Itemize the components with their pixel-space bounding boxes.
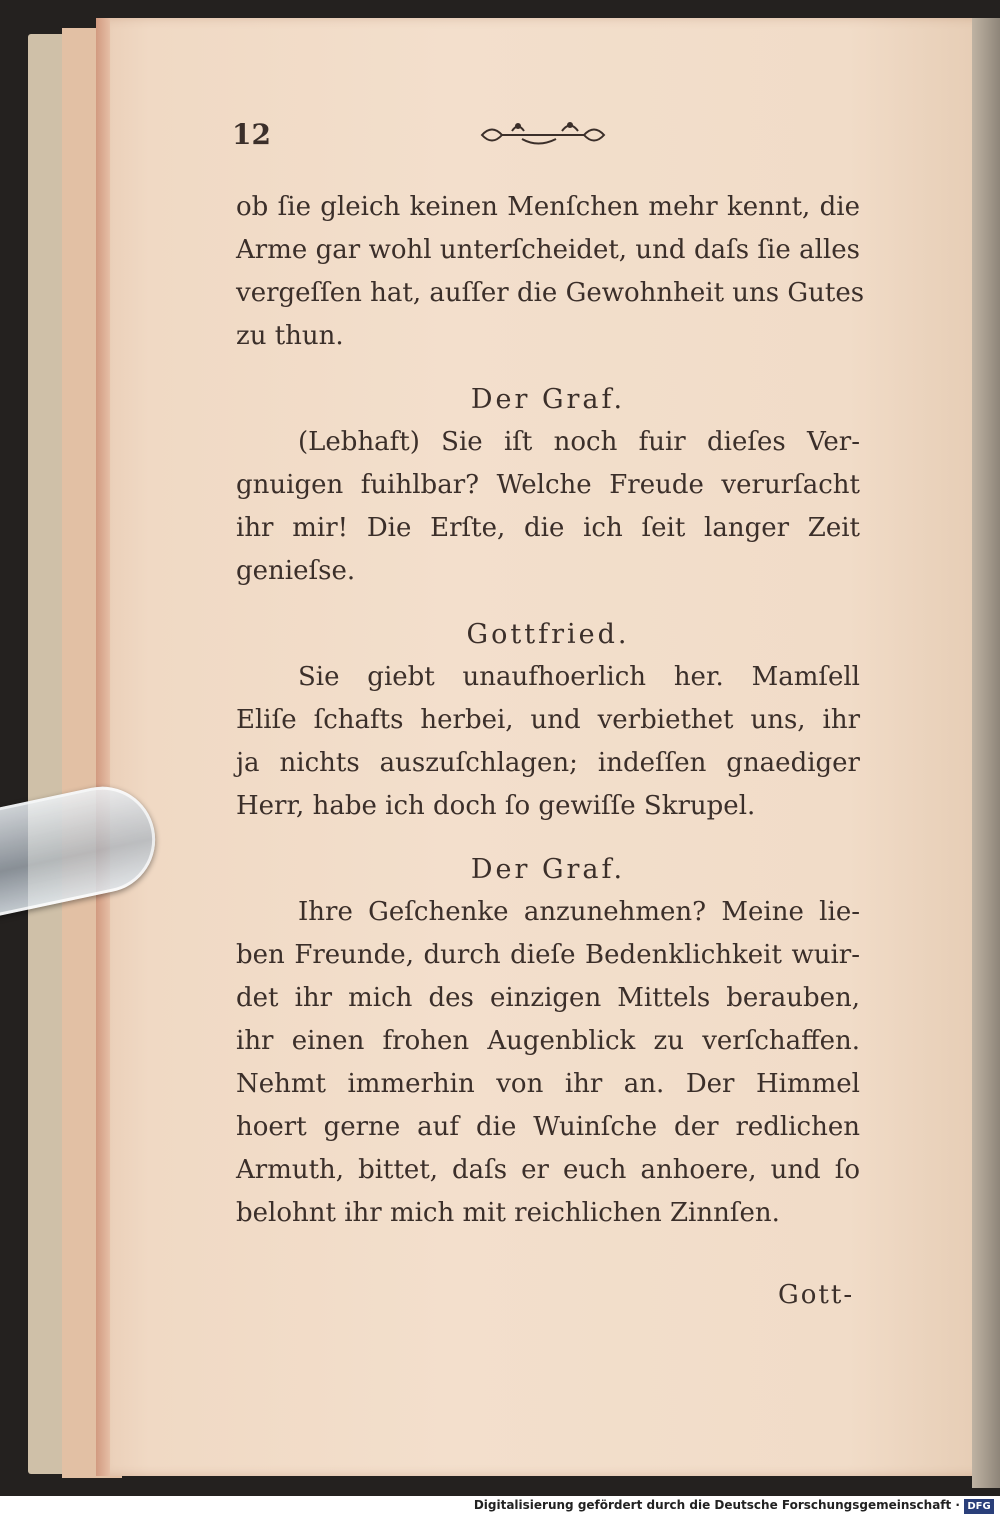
text-line: (Lebhaft) Sie iſt noch fuir dieſes Ver- bbox=[298, 427, 860, 457]
dfg-logo-icon: DFG bbox=[964, 1499, 994, 1514]
text-line: ihr einen frohen Augenblick zu verſchaffen. bbox=[236, 1026, 860, 1056]
text-line: det ihr mich des einzigen Mittels berauben, bbox=[236, 983, 860, 1013]
speaker-heading: Der Graf. bbox=[470, 384, 626, 415]
text-line: ihr mir! Die Erſte, die ich ſeit langer Zeit bbox=[236, 513, 860, 543]
footer-credit: Digitalisierung gefördert durch die Deutsche Forschungsgemeinschaft · bbox=[473, 1498, 960, 1512]
text-line: Nehmt immerhin von ihr an. Der Himmel bbox=[236, 1069, 860, 1099]
text-column bbox=[236, 186, 865, 1235]
speaker-heading: Der Graf. bbox=[470, 854, 626, 885]
text-line: belohnt ihr mich mit reichlichen Zinnſen. bbox=[236, 1198, 780, 1228]
text-line: ja nichts auszuſchlagen; indeſſen gnaediger bbox=[236, 748, 860, 778]
ornament-icon bbox=[478, 118, 608, 152]
text-line: Arme gar wohl unterſcheidet, und daſs ſie alles bbox=[236, 235, 860, 265]
page-gutter-shadow bbox=[96, 18, 110, 1476]
page-number: 12 bbox=[232, 118, 271, 151]
text-line: Herr, habe ich doch ſo gewiſſe Skrupel. bbox=[236, 791, 756, 821]
text-line: Ihre Geſchenke anzunehmen? Meine lie- bbox=[298, 897, 860, 927]
text-line: zu thun. bbox=[236, 321, 344, 351]
text-line: gnuigen fuihlbar? Welche Freude verurſacht bbox=[236, 470, 860, 500]
text-line: Sie giebt unaufhoerlich her. Mamſell bbox=[298, 662, 860, 692]
text-line: genieſse. bbox=[236, 556, 356, 586]
digitization-footer bbox=[0, 1496, 1000, 1518]
catchword: Gott- bbox=[778, 1280, 855, 1310]
text-line: ben Freunde, durch dieſe Bedenklichkeit wuir- bbox=[236, 940, 860, 970]
text-line: Eliſe ſchafts herbei, und verbiethet uns, ihr bbox=[236, 705, 860, 735]
book-cover-edge bbox=[972, 18, 1000, 1488]
text-line: vergeſſen hat, auſſer die Gewohnheit uns Gutes bbox=[236, 278, 865, 308]
text-line: ob ſie gleich keinen Menſchen mehr kennt, die bbox=[236, 192, 860, 222]
text-line: Armuth, bittet, daſs er euch anhoere, und ſo bbox=[236, 1155, 860, 1185]
text-line: hoert gerne auf die Wuinſche der redlichen bbox=[236, 1112, 860, 1142]
speaker-heading: Gottfried. bbox=[466, 619, 630, 650]
